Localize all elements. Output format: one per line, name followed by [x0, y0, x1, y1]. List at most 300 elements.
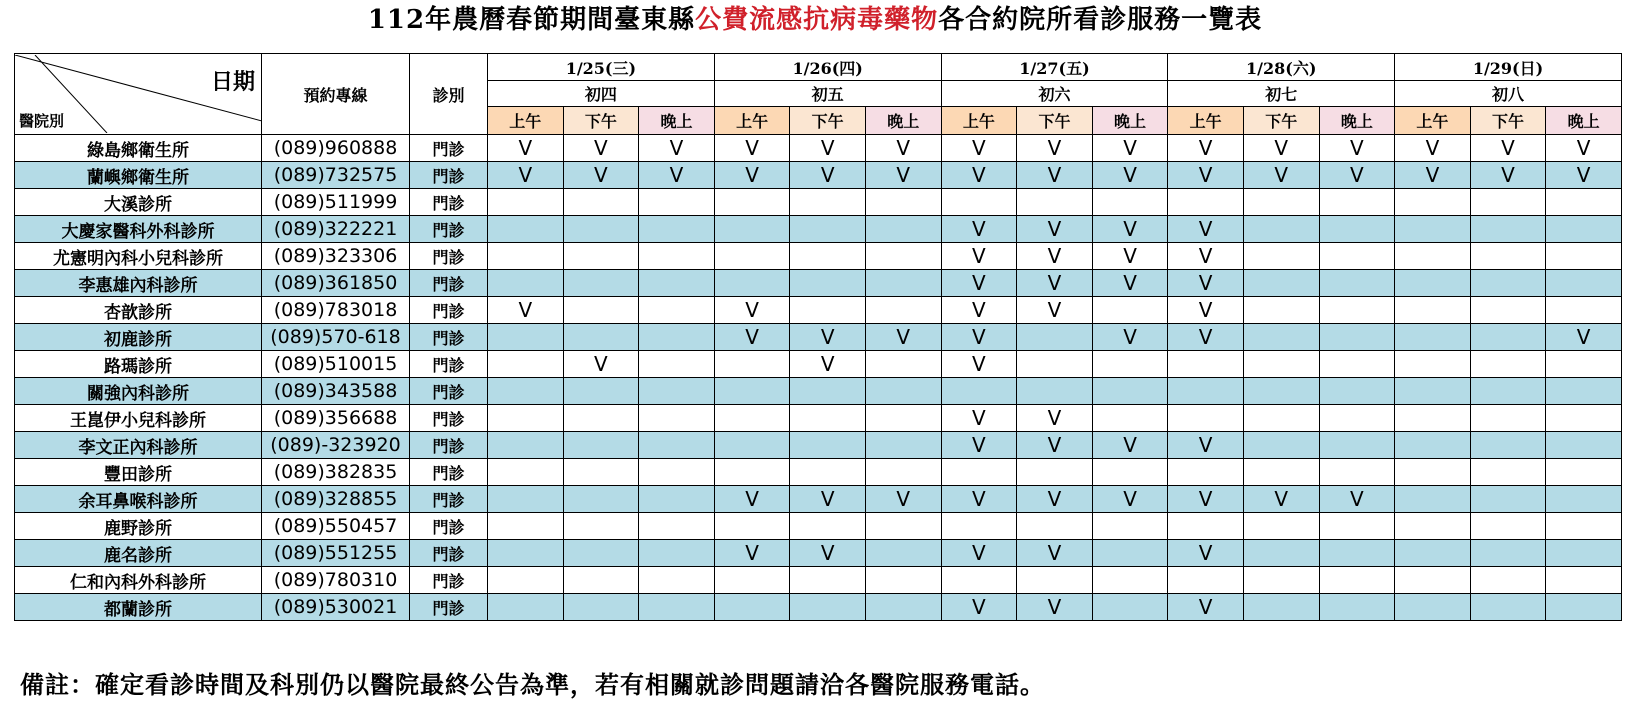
- service-mark: V: [714, 486, 790, 513]
- service-empty: [1017, 459, 1093, 486]
- hospital-phone: (089)780310: [262, 567, 410, 594]
- service-mark: V: [1243, 486, 1319, 513]
- service-empty: [639, 486, 715, 513]
- service-mark: V: [1546, 324, 1622, 351]
- service-empty: [1546, 216, 1622, 243]
- service-empty: [1319, 243, 1395, 270]
- service-mark: V: [941, 243, 1017, 270]
- service-empty: [1470, 459, 1546, 486]
- hospital-dept: 門診: [410, 351, 488, 378]
- service-empty: [1168, 567, 1244, 594]
- hospital-name: 李惠雄內科診所: [15, 270, 262, 297]
- table-row: [15, 540, 1622, 567]
- title-suffix: 各合約院所看診服務一覽表: [938, 5, 1263, 35]
- hospital-name: 路瑪診所: [15, 351, 262, 378]
- title-highlight: 公費流感抗病毒藥物: [695, 5, 939, 35]
- hospital-dept: 門診: [410, 216, 488, 243]
- service-empty: [1470, 405, 1546, 432]
- service-mark: V: [1017, 540, 1093, 567]
- service-empty: [1017, 513, 1093, 540]
- header-slot: 上午: [488, 107, 564, 135]
- service-empty: [488, 567, 564, 594]
- service-empty: [1395, 216, 1471, 243]
- header-slot: 晚上: [1546, 107, 1622, 135]
- service-empty: [1395, 243, 1471, 270]
- service-mark: V: [1168, 486, 1244, 513]
- service-empty: [1017, 378, 1093, 405]
- service-empty: [1395, 189, 1471, 216]
- service-empty: [714, 270, 790, 297]
- service-empty: [1319, 540, 1395, 567]
- service-empty: [790, 270, 866, 297]
- table-row: [15, 270, 1622, 297]
- header-slot: 上午: [941, 107, 1017, 135]
- service-empty: [1319, 351, 1395, 378]
- service-empty: [1243, 216, 1319, 243]
- hospital-name: 鹿名診所: [15, 540, 262, 567]
- service-empty: [1470, 486, 1546, 513]
- service-mark: V: [1092, 486, 1168, 513]
- hospital-dept: 門診: [410, 135, 488, 162]
- table-row: [15, 216, 1622, 243]
- service-mark: V: [1168, 162, 1244, 189]
- service-mark: V: [941, 270, 1017, 297]
- service-empty: [1395, 594, 1471, 621]
- table-row: [15, 513, 1622, 540]
- service-empty: [1243, 540, 1319, 567]
- header-day-lunar: 初五: [714, 81, 941, 107]
- hospital-dept: 門診: [410, 567, 488, 594]
- service-empty: [1546, 432, 1622, 459]
- header-slot: 下午: [1017, 107, 1093, 135]
- header-slot: 晚上: [1092, 107, 1168, 135]
- page-title: [0, 2, 1630, 38]
- hospital-dept: 門診: [410, 594, 488, 621]
- service-mark: V: [865, 324, 941, 351]
- service-empty: [1092, 189, 1168, 216]
- table-row: [15, 135, 1622, 162]
- header-slot: 上午: [1168, 107, 1244, 135]
- service-empty: [1395, 567, 1471, 594]
- service-mark: V: [1092, 243, 1168, 270]
- hospital-dept: 門診: [410, 459, 488, 486]
- service-empty: [639, 405, 715, 432]
- service-empty: [1092, 540, 1168, 567]
- hospital-name: 李文正內科診所: [15, 432, 262, 459]
- header-dept: 診別: [410, 54, 488, 135]
- service-empty: [488, 405, 564, 432]
- service-empty: [639, 459, 715, 486]
- service-empty: [1243, 594, 1319, 621]
- service-empty: [865, 432, 941, 459]
- service-empty: [639, 513, 715, 540]
- hospital-phone: (089)323306: [262, 243, 410, 270]
- service-mark: V: [1017, 270, 1093, 297]
- service-mark: V: [563, 162, 639, 189]
- service-empty: [1168, 378, 1244, 405]
- service-mark: V: [1017, 486, 1093, 513]
- service-empty: [1092, 378, 1168, 405]
- service-empty: [865, 189, 941, 216]
- service-mark: V: [1168, 594, 1244, 621]
- service-empty: [941, 189, 1017, 216]
- hospital-dept: 門診: [410, 189, 488, 216]
- service-mark: V: [1546, 162, 1622, 189]
- service-mark: V: [1319, 162, 1395, 189]
- service-empty: [714, 378, 790, 405]
- service-empty: [1470, 243, 1546, 270]
- service-empty: [1092, 405, 1168, 432]
- service-empty: [1319, 567, 1395, 594]
- service-empty: [941, 378, 1017, 405]
- service-empty: [790, 189, 866, 216]
- service-empty: [714, 567, 790, 594]
- service-empty: [790, 216, 866, 243]
- service-mark: V: [790, 540, 866, 567]
- service-empty: [1395, 486, 1471, 513]
- header-slot: 下午: [563, 107, 639, 135]
- service-empty: [1168, 405, 1244, 432]
- hospital-phone: (089)783018: [262, 297, 410, 324]
- service-empty: [865, 594, 941, 621]
- service-empty: [563, 405, 639, 432]
- service-empty: [1546, 540, 1622, 567]
- service-empty: [865, 216, 941, 243]
- service-empty: [563, 513, 639, 540]
- service-empty: [488, 378, 564, 405]
- service-empty: [1092, 567, 1168, 594]
- hospital-name: 尤憲明內科小兒科診所: [15, 243, 262, 270]
- header-day-lunar: 初四: [488, 81, 715, 107]
- service-mark: V: [714, 324, 790, 351]
- service-mark: V: [865, 162, 941, 189]
- service-empty: [1470, 216, 1546, 243]
- hospital-dept: 門診: [410, 324, 488, 351]
- service-empty: [563, 486, 639, 513]
- service-mark: V: [1092, 324, 1168, 351]
- title-prefix: 112年農曆春節期間臺東縣: [367, 5, 696, 35]
- service-mark: V: [865, 486, 941, 513]
- hospital-phone: (089)550457: [262, 513, 410, 540]
- service-empty: [563, 459, 639, 486]
- hospital-dept: 門診: [410, 513, 488, 540]
- service-empty: [1168, 459, 1244, 486]
- service-empty: [1470, 513, 1546, 540]
- hospital-name: 初鹿診所: [15, 324, 262, 351]
- service-empty: [563, 594, 639, 621]
- service-empty: [1243, 459, 1319, 486]
- header-day-lunar: 初六: [941, 81, 1168, 107]
- hospital-phone: (089)960888: [262, 135, 410, 162]
- service-empty: [790, 567, 866, 594]
- service-empty: [1546, 405, 1622, 432]
- service-empty: [790, 378, 866, 405]
- service-empty: [488, 351, 564, 378]
- service-empty: [1168, 513, 1244, 540]
- service-empty: [488, 243, 564, 270]
- service-empty: [1395, 324, 1471, 351]
- service-empty: [1017, 351, 1093, 378]
- hospital-phone: (089)551255: [262, 540, 410, 567]
- service-empty: [1395, 540, 1471, 567]
- header-day-lunar: 初七: [1168, 81, 1395, 107]
- hospital-name: 豐田診所: [15, 459, 262, 486]
- service-empty: [639, 540, 715, 567]
- service-mark: V: [1168, 540, 1244, 567]
- header-slot: 上午: [714, 107, 790, 135]
- service-empty: [1470, 540, 1546, 567]
- hospital-dept: 門診: [410, 243, 488, 270]
- service-empty: [563, 297, 639, 324]
- hospital-phone: (089)356688: [262, 405, 410, 432]
- service-mark: V: [714, 135, 790, 162]
- service-empty: [714, 513, 790, 540]
- hospital-name: 大慶家醫科外科診所: [15, 216, 262, 243]
- service-mark: V: [941, 351, 1017, 378]
- service-empty: [1092, 594, 1168, 621]
- header-slot: 下午: [1470, 107, 1546, 135]
- service-mark: V: [941, 432, 1017, 459]
- service-mark: V: [1168, 270, 1244, 297]
- service-empty: [1395, 405, 1471, 432]
- service-mark: V: [488, 162, 564, 189]
- table-row: [15, 297, 1622, 324]
- service-empty: [639, 594, 715, 621]
- service-mark: V: [1092, 135, 1168, 162]
- service-empty: [865, 513, 941, 540]
- hospital-dept: 門診: [410, 162, 488, 189]
- service-empty: [1092, 459, 1168, 486]
- service-empty: [639, 324, 715, 351]
- service-empty: [790, 594, 866, 621]
- service-empty: [1243, 567, 1319, 594]
- service-mark: V: [941, 540, 1017, 567]
- service-mark: V: [1395, 162, 1471, 189]
- service-empty: [1546, 243, 1622, 270]
- table-row: [15, 594, 1622, 621]
- service-mark: V: [714, 162, 790, 189]
- service-mark: V: [1017, 135, 1093, 162]
- service-mark: V: [1168, 297, 1244, 324]
- service-empty: [865, 351, 941, 378]
- hospital-dept: 門診: [410, 405, 488, 432]
- service-empty: [488, 459, 564, 486]
- service-empty: [714, 459, 790, 486]
- hospital-name: 都蘭診所: [15, 594, 262, 621]
- service-mark: V: [1168, 432, 1244, 459]
- service-empty: [1319, 270, 1395, 297]
- hospital-phone: (089)530021: [262, 594, 410, 621]
- service-empty: [1470, 351, 1546, 378]
- service-mark: V: [639, 135, 715, 162]
- service-empty: [1546, 486, 1622, 513]
- service-empty: [1243, 432, 1319, 459]
- service-empty: [865, 378, 941, 405]
- header-slot: 晚上: [865, 107, 941, 135]
- header-day-date: 1/26(四): [714, 54, 941, 81]
- service-empty: [1395, 351, 1471, 378]
- service-empty: [563, 243, 639, 270]
- service-empty: [941, 513, 1017, 540]
- hospital-phone: (089)570-618: [262, 324, 410, 351]
- service-empty: [865, 270, 941, 297]
- service-mark: V: [1546, 135, 1622, 162]
- table-row: [15, 351, 1622, 378]
- service-empty: [639, 243, 715, 270]
- service-mark: V: [1092, 162, 1168, 189]
- service-mark: V: [790, 162, 866, 189]
- table-row: [15, 162, 1622, 189]
- service-empty: [1319, 378, 1395, 405]
- service-empty: [714, 189, 790, 216]
- service-empty: [488, 324, 564, 351]
- hospital-dept: 門診: [410, 270, 488, 297]
- service-empty: [563, 432, 639, 459]
- service-empty: [639, 351, 715, 378]
- service-empty: [488, 216, 564, 243]
- header-day-date: 1/27(五): [941, 54, 1168, 81]
- service-mark: V: [563, 351, 639, 378]
- service-mark: V: [563, 135, 639, 162]
- header-slot: 下午: [1243, 107, 1319, 135]
- service-empty: [790, 243, 866, 270]
- table-row: [15, 459, 1622, 486]
- service-mark: V: [1092, 432, 1168, 459]
- service-mark: V: [714, 297, 790, 324]
- hospital-name: 綠島鄉衛生所: [15, 135, 262, 162]
- footnote: 備註：確定看診時間及科別仍以醫院最終公告為準，若有相關就診問題請洽各醫院服務電話。: [20, 670, 1045, 699]
- service-empty: [1470, 189, 1546, 216]
- service-empty: [1243, 270, 1319, 297]
- service-empty: [941, 567, 1017, 594]
- service-mark: V: [1017, 405, 1093, 432]
- service-empty: [1017, 189, 1093, 216]
- service-mark: V: [1470, 135, 1546, 162]
- hospital-phone: (089)343588: [262, 378, 410, 405]
- header-corner: [15, 54, 262, 135]
- table-row: [15, 189, 1622, 216]
- service-empty: [639, 567, 715, 594]
- service-mark: V: [1017, 243, 1093, 270]
- service-empty: [1243, 189, 1319, 216]
- service-empty: [865, 243, 941, 270]
- service-empty: [1319, 594, 1395, 621]
- service-empty: [1395, 378, 1471, 405]
- service-empty: [1546, 270, 1622, 297]
- service-empty: [1470, 297, 1546, 324]
- header-day-date: 1/28(六): [1168, 54, 1395, 81]
- service-empty: [1243, 405, 1319, 432]
- hospital-dept: 門診: [410, 297, 488, 324]
- service-empty: [1470, 432, 1546, 459]
- service-empty: [1243, 378, 1319, 405]
- service-empty: [563, 378, 639, 405]
- service-mark: V: [1017, 162, 1093, 189]
- service-empty: [714, 594, 790, 621]
- table-row: [15, 405, 1622, 432]
- service-mark: V: [488, 297, 564, 324]
- service-empty: [714, 243, 790, 270]
- service-mark: V: [941, 405, 1017, 432]
- service-mark: V: [1017, 594, 1093, 621]
- service-empty: [563, 270, 639, 297]
- service-mark: V: [1168, 324, 1244, 351]
- service-empty: [1470, 270, 1546, 297]
- service-empty: [563, 324, 639, 351]
- header-day-date: 1/25(三): [488, 54, 715, 81]
- service-mark: V: [790, 324, 866, 351]
- hospital-phone: (089)511999: [262, 189, 410, 216]
- service-empty: [488, 513, 564, 540]
- hospital-phone: (089)361850: [262, 270, 410, 297]
- service-mark: V: [639, 162, 715, 189]
- service-empty: [1546, 513, 1622, 540]
- service-empty: [1092, 513, 1168, 540]
- service-empty: [790, 459, 866, 486]
- header-phone: 預約專線: [262, 54, 410, 135]
- header-slot: 晚上: [639, 107, 715, 135]
- service-mark: V: [1470, 162, 1546, 189]
- service-empty: [1243, 243, 1319, 270]
- service-mark: V: [865, 135, 941, 162]
- hospital-name: 鹿野診所: [15, 513, 262, 540]
- service-mark: V: [1017, 432, 1093, 459]
- service-empty: [1470, 594, 1546, 621]
- service-empty: [488, 189, 564, 216]
- header-hospital-label: 醫院別: [19, 112, 65, 130]
- service-mark: V: [941, 324, 1017, 351]
- service-empty: [488, 594, 564, 621]
- service-mark: V: [1395, 135, 1471, 162]
- hospital-name: 杏歆診所: [15, 297, 262, 324]
- service-empty: [1243, 351, 1319, 378]
- service-empty: [1546, 351, 1622, 378]
- header-day-lunar: 初八: [1395, 81, 1622, 107]
- service-mark: V: [941, 297, 1017, 324]
- service-empty: [1395, 513, 1471, 540]
- header-date-label: 日期: [210, 69, 255, 95]
- hospital-name: 王崑伊小兒科診所: [15, 405, 262, 432]
- service-empty: [1395, 432, 1471, 459]
- service-mark: V: [941, 162, 1017, 189]
- service-empty: [1546, 459, 1622, 486]
- service-empty: [563, 540, 639, 567]
- schedule-table: [14, 53, 1622, 621]
- service-empty: [1319, 513, 1395, 540]
- hospital-name: 蘭嶼鄉衛生所: [15, 162, 262, 189]
- service-empty: [1092, 297, 1168, 324]
- service-empty: [865, 405, 941, 432]
- table-row: [15, 378, 1622, 405]
- hospital-dept: 門診: [410, 378, 488, 405]
- service-empty: [1546, 567, 1622, 594]
- service-empty: [714, 351, 790, 378]
- service-empty: [790, 432, 866, 459]
- service-mark: V: [1168, 216, 1244, 243]
- service-mark: V: [1319, 135, 1395, 162]
- service-empty: [1319, 297, 1395, 324]
- service-empty: [1546, 378, 1622, 405]
- service-empty: [639, 432, 715, 459]
- table-row: [15, 486, 1622, 513]
- service-empty: [865, 540, 941, 567]
- service-empty: [1017, 324, 1093, 351]
- service-mark: V: [941, 486, 1017, 513]
- service-empty: [1395, 270, 1471, 297]
- service-mark: V: [941, 594, 1017, 621]
- service-mark: V: [1319, 486, 1395, 513]
- service-mark: V: [1168, 243, 1244, 270]
